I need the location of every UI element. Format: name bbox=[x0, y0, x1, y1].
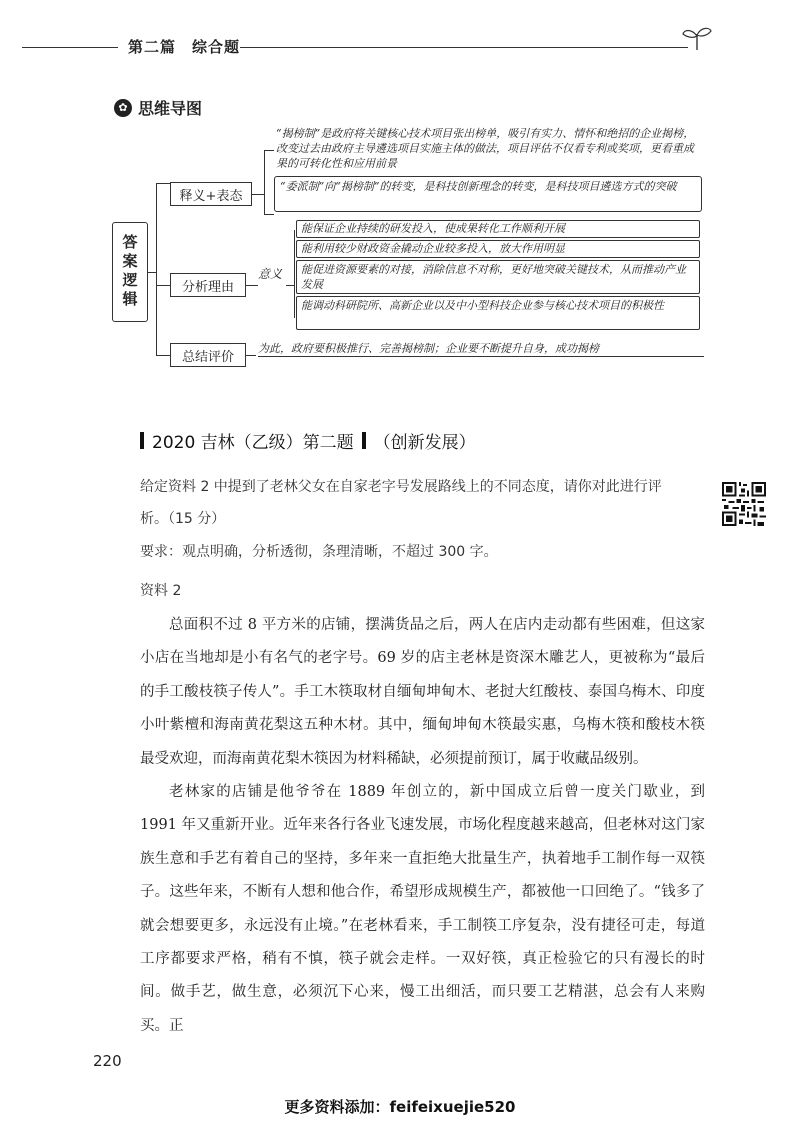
mindmap-heading-text: 思维导图 bbox=[138, 99, 203, 118]
analysis-item-3: 能促进资源要素的对接，消除信息不对称，更好地突破关键技术，从而推动产业发展 bbox=[296, 260, 700, 294]
question-prompt-line-2: 析。（15 分） bbox=[140, 511, 226, 527]
flower-icon: ✿ bbox=[114, 99, 132, 117]
question-heading bbox=[140, 428, 476, 453]
connector bbox=[246, 285, 258, 286]
analysis-item-1: 能保证企业持续的研发投入，使成果转化工作顺利开展 bbox=[296, 220, 700, 238]
connector bbox=[264, 214, 274, 215]
connector bbox=[156, 183, 170, 184]
mindmap-heading bbox=[114, 96, 202, 119]
question-requirement: 要求：观点明确，分析透彻，条理清晰，不超过 300 字。 bbox=[140, 544, 498, 560]
question-heading-main: 2020 吉林（乙级）第二题 bbox=[152, 433, 354, 453]
connector bbox=[264, 150, 265, 214]
connector bbox=[294, 230, 295, 318]
connector bbox=[148, 272, 156, 273]
connector-spine bbox=[156, 183, 157, 355]
material-label: 资料 2 bbox=[140, 583, 182, 599]
branch-summary-note: 为此，政府要积极推行、完善揭榜制；企业要不断提升自身，成功揭榜 bbox=[258, 341, 704, 357]
connector bbox=[252, 194, 264, 195]
analysis-item-4: 能调动科研院所、高新企业以及中小型科技企业参与核心技术项目的积极性 bbox=[296, 296, 700, 330]
branch-analysis: 分析理由 bbox=[170, 273, 246, 297]
branch-explain: 释义+表态 bbox=[170, 182, 252, 206]
question-heading-tag: （创新发展） bbox=[373, 433, 476, 453]
branch-explain-note-2: “委派制”向“揭榜制”的转变，是科技创新理念的转变，是科技项目遴选方式的突破 bbox=[274, 176, 702, 212]
mindmap-root: 答案逻辑 bbox=[112, 222, 148, 322]
heading-bar bbox=[362, 432, 366, 449]
page-number: 220 bbox=[93, 1052, 122, 1070]
sprout-icon bbox=[680, 24, 714, 52]
branch-explain-note-1: “揭榜制”是政府将关键核心技术项目张出榜单，吸引有实力、情怀和绝招的企业揭榜，改变过去由政府主导遴选项目实施主体的做法，项目评估不仅看专利或奖项，更看重成果的可转化性和应用前景 bbox=[276, 127, 695, 170]
connector bbox=[264, 150, 274, 151]
qr-code-icon bbox=[722, 482, 766, 526]
header-rule-left bbox=[22, 47, 118, 48]
branch-summary: 总结评价 bbox=[170, 343, 246, 367]
branch-analysis-sublabel: 意义 bbox=[258, 267, 283, 281]
analysis-item-2: 能利用较少财政资金撬动企业较多投入，放大作用明显 bbox=[296, 240, 700, 258]
connector bbox=[156, 285, 170, 286]
connector bbox=[156, 355, 170, 356]
question-prompt-line-1: 给定资料 2 中提到了老林父女在自家老字号发展路线上的不同态度，请你对此进行评 bbox=[140, 479, 662, 495]
connector bbox=[246, 355, 256, 356]
material-body bbox=[140, 609, 705, 1043]
material-paragraph-1: 总面积不过 8 平方米的店铺，摆满货品之后，两人在店内走动都有些困难，但这家小店在当地却是小有名气的老字号。69 岁的店主老林是资深木雕艺人，更被称为“最后的手工酸枝筷子传人”。手工木筷取材自缅甸坤甸木、老挝大红酸枝、泰国乌梅木、印度小叶紫檀和海南黄花梨这五种木材。其中，缅甸坤甸木筷最实惠，乌梅木筷和酸枝木筷最受欢迎，而海南黄花梨木筷因为材料稀缺，必须提前预订，属于收藏品级别。 bbox=[140, 617, 705, 767]
header-rule-right bbox=[240, 47, 688, 48]
footer-note: 更多资料添加：feifeixuejie520 bbox=[284, 1098, 516, 1116]
question-prompt bbox=[140, 471, 705, 535]
section-title: 第二篇 综合题 bbox=[128, 38, 241, 56]
heading-bar bbox=[140, 432, 144, 449]
connector bbox=[286, 285, 294, 286]
material-paragraph-2: 老林家的店铺是他爷爷在 1889 年创立的，新中国成立后曾一度关门歇业，到 1991 年又重新开业。近年来各行各业飞速发展，市场化程度越来越高，但老林对这门家族生意和手艺有着自己的坚持，多年来一直拒绝大批量生产，执着地手工制作每一双筷子。这些年来，不断有人想和他合作，希望形成规模生产，都被他一口回绝了。“钱多了就会想要更多，永远没有止境。”在老林看来，手工制筷工序复杂，没有捷径可走，每道工序都要求严格，稍有不慎，筷子就会走样。一双好筷，真正检验它的只有漫长的时间。做手艺，做生意，必须沉下心来，慢工出细活，而只要工艺精湛，总会有人来购买。正 bbox=[140, 784, 705, 1034]
